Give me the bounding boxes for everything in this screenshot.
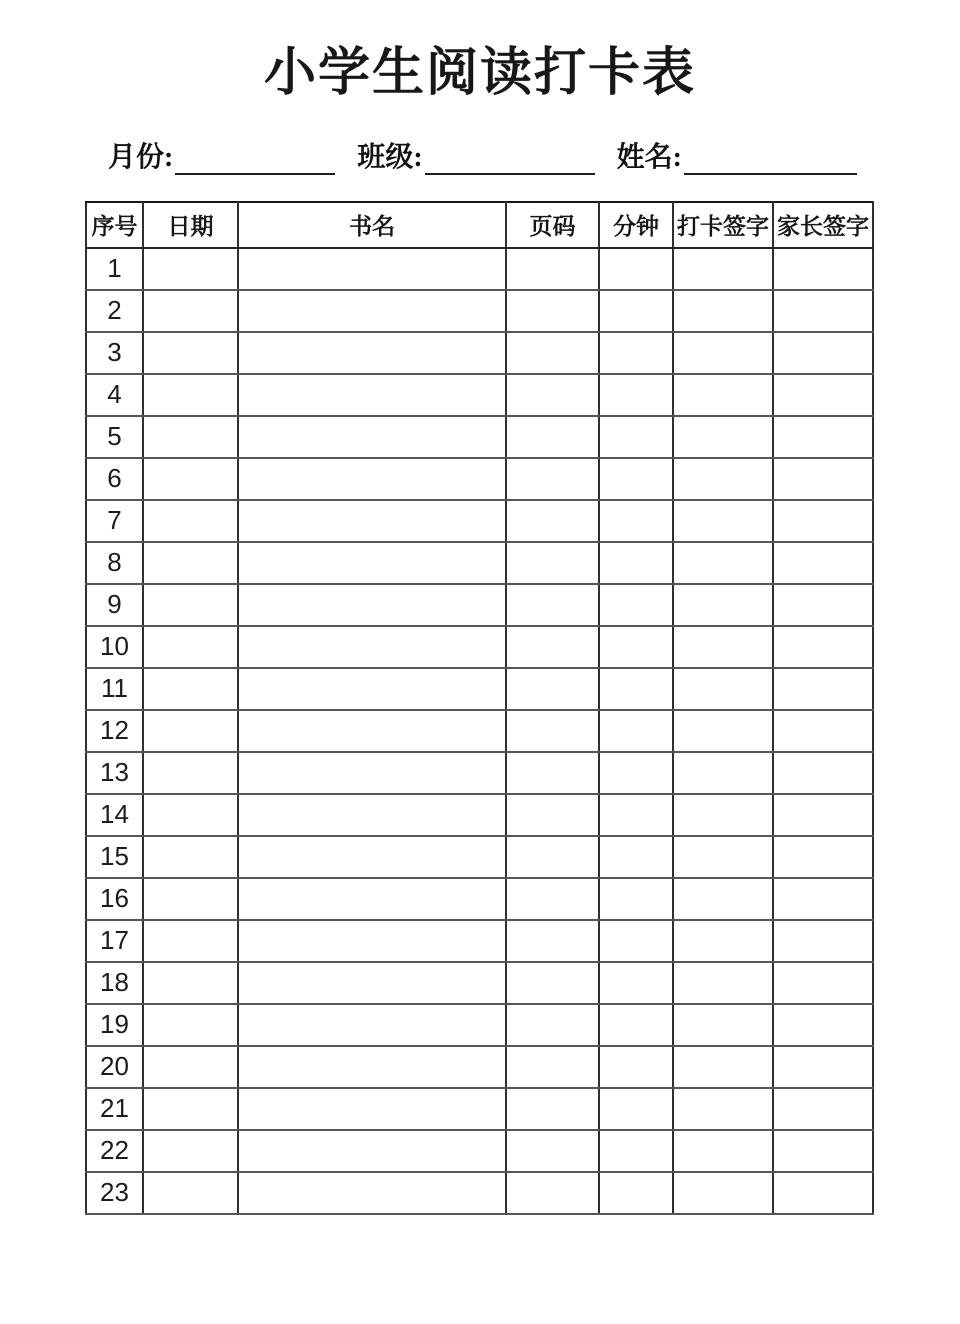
- table-row: [86, 626, 873, 668]
- pages-cell: [506, 836, 599, 878]
- date-cell: [143, 878, 238, 920]
- parent-signature-cell: [773, 332, 873, 374]
- date-cell: [143, 668, 238, 710]
- row-number-cell: 11: [86, 668, 143, 710]
- row-number-cell: 15: [86, 836, 143, 878]
- month-label: 月份:: [108, 141, 174, 173]
- parent-signature-cell: [773, 794, 873, 836]
- checkin-signature-cell: [673, 836, 773, 878]
- row-number-cell: 13: [86, 752, 143, 794]
- row-number-cell: 19: [86, 1004, 143, 1046]
- class-blank-line: [425, 149, 595, 175]
- checkin-signature-cell: [673, 416, 773, 458]
- book-title-cell: [238, 626, 506, 668]
- checkin-signature-cell: [673, 1088, 773, 1130]
- month-field: [108, 141, 335, 175]
- pages-cell: [506, 500, 599, 542]
- parent-signature-cell: [773, 752, 873, 794]
- date-cell: [143, 962, 238, 1004]
- book-title-cell: [238, 1088, 506, 1130]
- pages-cell: [506, 374, 599, 416]
- row-number-cell: 20: [86, 1046, 143, 1088]
- parent-signature-cell: [773, 1088, 873, 1130]
- book-title-cell: [238, 668, 506, 710]
- date-cell: [143, 920, 238, 962]
- table-row: [86, 248, 873, 290]
- date-cell: [143, 626, 238, 668]
- table-row: [86, 374, 873, 416]
- name-blank-line: [684, 149, 857, 175]
- col-header-date: 日期: [143, 202, 238, 248]
- parent-signature-cell: [773, 584, 873, 626]
- checkin-signature-cell: [673, 290, 773, 332]
- table-header-row: [86, 202, 873, 248]
- minutes-cell: [599, 584, 673, 626]
- minutes-cell: [599, 1046, 673, 1088]
- pages-cell: [506, 416, 599, 458]
- checkin-signature-cell: [673, 500, 773, 542]
- row-number-cell: 9: [86, 584, 143, 626]
- table-row: [86, 962, 873, 1004]
- minutes-cell: [599, 458, 673, 500]
- table-row: [86, 1130, 873, 1172]
- pages-cell: [506, 584, 599, 626]
- checkin-signature-cell: [673, 584, 773, 626]
- parent-signature-cell: [773, 290, 873, 332]
- table-row: [86, 752, 873, 794]
- table-row: [86, 878, 873, 920]
- row-number-cell: 23: [86, 1172, 143, 1214]
- date-cell: [143, 248, 238, 290]
- book-title-cell: [238, 290, 506, 332]
- row-number-cell: 16: [86, 878, 143, 920]
- book-title-cell: [238, 416, 506, 458]
- book-title-cell: [238, 374, 506, 416]
- row-number-cell: 17: [86, 920, 143, 962]
- book-title-cell: [238, 962, 506, 1004]
- book-title-cell: [238, 500, 506, 542]
- minutes-cell: [599, 626, 673, 668]
- minutes-cell: [599, 1004, 673, 1046]
- parent-signature-cell: [773, 1046, 873, 1088]
- col-header-pages: 页码: [506, 202, 599, 248]
- table-row: [86, 542, 873, 584]
- date-cell: [143, 1004, 238, 1046]
- minutes-cell: [599, 836, 673, 878]
- row-number-cell: 12: [86, 710, 143, 752]
- book-title-cell: [238, 542, 506, 584]
- name-field: [616, 141, 857, 175]
- minutes-cell: [599, 752, 673, 794]
- pages-cell: [506, 962, 599, 1004]
- parent-signature-cell: [773, 920, 873, 962]
- checkin-signature-cell: [673, 962, 773, 1004]
- minutes-cell: [599, 542, 673, 584]
- table-row: [86, 500, 873, 542]
- minutes-cell: [599, 794, 673, 836]
- parent-signature-cell: [773, 542, 873, 584]
- book-title-cell: [238, 1172, 506, 1214]
- minutes-cell: [599, 920, 673, 962]
- parent-signature-cell: [773, 416, 873, 458]
- parent-signature-cell: [773, 374, 873, 416]
- parent-signature-cell: [773, 1004, 873, 1046]
- minutes-cell: [599, 878, 673, 920]
- checkin-signature-cell: [673, 248, 773, 290]
- pages-cell: [506, 794, 599, 836]
- minutes-cell: [599, 668, 673, 710]
- pages-cell: [506, 920, 599, 962]
- parent-signature-cell: [773, 500, 873, 542]
- table-row: [86, 332, 873, 374]
- reading-checkin-sheet: [0, 44, 960, 1324]
- book-title-cell: [238, 332, 506, 374]
- table-row: [86, 668, 873, 710]
- book-title-cell: [238, 1046, 506, 1088]
- checkin-signature-cell: [673, 626, 773, 668]
- book-title-cell: [238, 794, 506, 836]
- minutes-cell: [599, 500, 673, 542]
- table-row: [86, 458, 873, 500]
- row-number-cell: 21: [86, 1088, 143, 1130]
- col-header-parent-signature: 家长签字: [773, 202, 873, 248]
- minutes-cell: [599, 248, 673, 290]
- checkin-signature-cell: [673, 752, 773, 794]
- row-number-cell: 10: [86, 626, 143, 668]
- row-number-cell: 18: [86, 962, 143, 1004]
- book-title-cell: [238, 710, 506, 752]
- parent-signature-cell: [773, 962, 873, 1004]
- pages-cell: [506, 332, 599, 374]
- date-cell: [143, 416, 238, 458]
- checkin-signature-cell: [673, 710, 773, 752]
- row-number-cell: 7: [86, 500, 143, 542]
- checkin-signature-cell: [673, 1130, 773, 1172]
- minutes-cell: [599, 416, 673, 458]
- book-title-cell: [238, 458, 506, 500]
- pages-cell: [506, 626, 599, 668]
- pages-cell: [506, 1172, 599, 1214]
- pages-cell: [506, 752, 599, 794]
- date-cell: [143, 794, 238, 836]
- book-title-cell: [238, 836, 506, 878]
- date-cell: [143, 458, 238, 500]
- parent-signature-cell: [773, 458, 873, 500]
- parent-signature-cell: [773, 1130, 873, 1172]
- checkin-signature-cell: [673, 458, 773, 500]
- info-fields-row: [108, 141, 857, 175]
- parent-signature-cell: [773, 248, 873, 290]
- date-cell: [143, 752, 238, 794]
- book-title-cell: [238, 584, 506, 626]
- date-cell: [143, 1130, 238, 1172]
- date-cell: [143, 1172, 238, 1214]
- checkin-signature-cell: [673, 878, 773, 920]
- table-row: [86, 1046, 873, 1088]
- date-cell: [143, 836, 238, 878]
- name-label: 姓名:: [616, 141, 682, 173]
- minutes-cell: [599, 1172, 673, 1214]
- pages-cell: [506, 1046, 599, 1088]
- table-row: [86, 794, 873, 836]
- col-header-checkin-signature: 打卡签字: [673, 202, 773, 248]
- minutes-cell: [599, 374, 673, 416]
- checkin-signature-cell: [673, 1046, 773, 1088]
- date-cell: [143, 1046, 238, 1088]
- pages-cell: [506, 668, 599, 710]
- date-cell: [143, 374, 238, 416]
- pages-cell: [506, 1004, 599, 1046]
- table-row: [86, 1088, 873, 1130]
- checkin-signature-cell: [673, 542, 773, 584]
- checkin-signature-cell: [673, 1004, 773, 1046]
- row-number-cell: 4: [86, 374, 143, 416]
- table-row: [86, 836, 873, 878]
- checkin-signature-cell: [673, 374, 773, 416]
- row-number-cell: 3: [86, 332, 143, 374]
- row-number-cell: 6: [86, 458, 143, 500]
- date-cell: [143, 584, 238, 626]
- checkin-signature-cell: [673, 668, 773, 710]
- parent-signature-cell: [773, 710, 873, 752]
- row-number-cell: 8: [86, 542, 143, 584]
- pages-cell: [506, 1130, 599, 1172]
- table-row: [86, 1172, 873, 1214]
- minutes-cell: [599, 290, 673, 332]
- pages-cell: [506, 542, 599, 584]
- date-cell: [143, 290, 238, 332]
- col-header-minutes: 分钟: [599, 202, 673, 248]
- parent-signature-cell: [773, 668, 873, 710]
- date-cell: [143, 332, 238, 374]
- pages-cell: [506, 710, 599, 752]
- book-title-cell: [238, 248, 506, 290]
- date-cell: [143, 710, 238, 752]
- table-row: [86, 416, 873, 458]
- parent-signature-cell: [773, 878, 873, 920]
- row-number-cell: 2: [86, 290, 143, 332]
- checkin-signature-cell: [673, 1172, 773, 1214]
- book-title-cell: [238, 920, 506, 962]
- col-header-index: 序号: [86, 202, 143, 248]
- page-title: 小学生阅读打卡表: [263, 44, 696, 102]
- checkin-signature-cell: [673, 332, 773, 374]
- minutes-cell: [599, 332, 673, 374]
- table-row: [86, 584, 873, 626]
- row-number-cell: 14: [86, 794, 143, 836]
- checkin-signature-cell: [673, 920, 773, 962]
- pages-cell: [506, 878, 599, 920]
- book-title-cell: [238, 1130, 506, 1172]
- minutes-cell: [599, 1130, 673, 1172]
- parent-signature-cell: [773, 1172, 873, 1214]
- row-number-cell: 5: [86, 416, 143, 458]
- row-number-cell: 22: [86, 1130, 143, 1172]
- class-field: [357, 141, 594, 175]
- pages-cell: [506, 458, 599, 500]
- table-row: [86, 290, 873, 332]
- minutes-cell: [599, 962, 673, 1004]
- parent-signature-cell: [773, 836, 873, 878]
- parent-signature-cell: [773, 626, 873, 668]
- pages-cell: [506, 1088, 599, 1130]
- col-header-book-title: 书名: [238, 202, 506, 248]
- book-title-cell: [238, 752, 506, 794]
- class-label: 班级:: [357, 141, 423, 173]
- pages-cell: [506, 290, 599, 332]
- pages-cell: [506, 248, 599, 290]
- date-cell: [143, 500, 238, 542]
- table-body: [86, 248, 873, 1214]
- book-title-cell: [238, 1004, 506, 1046]
- minutes-cell: [599, 1088, 673, 1130]
- table-row: [86, 920, 873, 962]
- table-row: [86, 710, 873, 752]
- table-row: [86, 1004, 873, 1046]
- checkin-signature-cell: [673, 794, 773, 836]
- book-title-cell: [238, 878, 506, 920]
- date-cell: [143, 542, 238, 584]
- row-number-cell: 1: [86, 248, 143, 290]
- date-cell: [143, 1088, 238, 1130]
- reading-log-table: [85, 201, 874, 1215]
- month-blank-line: [175, 149, 335, 175]
- minutes-cell: [599, 710, 673, 752]
